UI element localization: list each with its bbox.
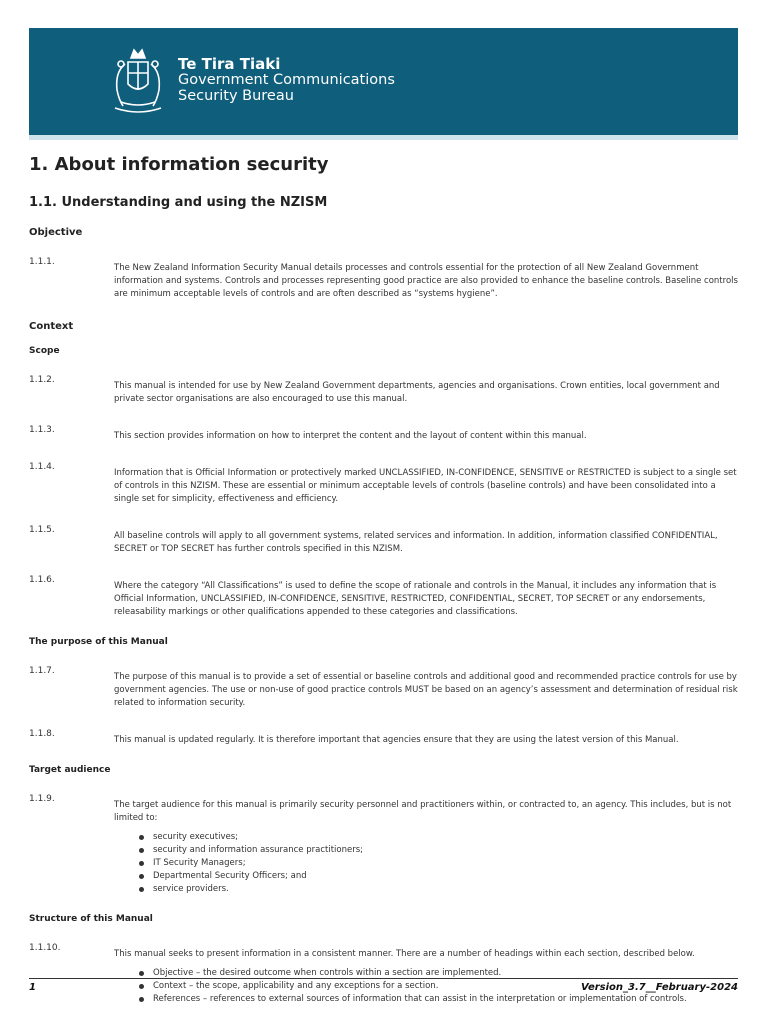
version-label: Version_3.7__February-2024: [580, 982, 738, 993]
paragraph-number: 1.1.3.: [29, 425, 55, 435]
paragraph-text: Information that is Official Information or protectively marked UNCLASSIFIED, IN-CONFIDENCE, SENSITIVE or RESTRICTED is subject to a single set of controls in this NZISM. These are essential or minimum acceptable levels of controls (baseline controls) and have been consolidated into a single set for simplicity, effectiveness and efficiency.: [114, 468, 737, 504]
paragraph-number: 1.1.5.: [29, 525, 55, 535]
paragraph: [29, 575, 738, 619]
page-number: 1: [29, 982, 36, 993]
subsection-title: 1.1. Understanding and using the NZISM: [29, 195, 328, 210]
paragraph-number: 1.1.7.: [29, 666, 55, 676]
paragraph: [29, 462, 738, 506]
paragraph: [29, 943, 738, 961]
paragraph-number: 1.1.2.: [29, 375, 55, 385]
page-footer: [29, 978, 738, 993]
list-item: Context – the scope, applicability and any exceptions for a section.: [139, 980, 738, 993]
paragraph: [29, 794, 738, 825]
objective-heading: Objective: [29, 227, 83, 238]
paragraph-text: The purpose of this manual is to provide a set of essential or baseline controls and additional good and recommended practice controls for use by government agencies. The use or non-use of good practice controls MUST be based on an agency’s assessment and determination of residual risk related to information security.: [114, 672, 738, 708]
paragraph-number: 1.1.10.: [29, 943, 61, 953]
paragraph-text: The target audience for this manual is primarily security personnel and practitioners within, or contracted to, an agency. This includes, but is not limited to:: [114, 800, 732, 823]
org-name-line1: Te Tira Tiaki: [178, 55, 281, 73]
paragraph: [29, 375, 738, 406]
list-item: IT Security Managers;: [139, 857, 738, 870]
structure-heading: Structure of this Manual: [29, 914, 153, 924]
header-banner: [29, 28, 738, 140]
audience-list: [139, 831, 738, 896]
paragraph: [29, 666, 738, 710]
paragraph-number: 1.1.1.: [29, 257, 55, 267]
paragraph-text: All baseline controls will apply to all government systems, related services and information. In addition, information classified CONFIDENTIAL, SECRET or TOP SECRET has further controls specified in this NZISM.: [114, 531, 718, 554]
list-item: security executives;: [139, 831, 738, 844]
paragraph: [29, 729, 738, 747]
paragraph-number: 1.1.4.: [29, 462, 55, 472]
list-item: service providers.: [139, 883, 738, 896]
paragraph-text: Where the category “All Classifications” is used to define the scope of rationale and controls in the Manual, it includes any information that is Official Information, UNCLASSIFIED, IN-CONFIDENCE, SENSITIVE, RESTRICTED, CONFIDENTIAL, SECRET, TOP SECRET or any endorsements, releasability markings or other qualifications appended to these categories and classifications.: [114, 581, 717, 617]
paragraph-text: This manual is updated regularly. It is therefore important that agencies ensure that they are using the latest version of this Manual.: [114, 735, 679, 745]
org-name-line3: Security Bureau: [178, 88, 294, 104]
coat-of-arms-icon: [107, 46, 169, 118]
paragraph: [29, 525, 738, 556]
list-item: Departmental Security Officers; and: [139, 870, 738, 883]
paragraph-text: This manual seeks to present information in a consistent manner. There are a number of headings within each section, described below.: [114, 949, 695, 959]
paragraph-number: 1.1.8.: [29, 729, 55, 739]
document-body: [29, 150, 738, 1006]
list-item: References – references to external sources of information that can assist in the interpretation or implementation of controls.: [139, 993, 738, 1006]
list-item: security and information assurance practitioners;: [139, 844, 738, 857]
audience-heading: Target audience: [29, 765, 111, 775]
org-name-line2: Government Communications: [178, 72, 395, 88]
paragraph-text: This manual is intended for use by New Zealand Government departments, agencies and organisations. Crown entities, local government and private sector organisations are also encouraged to use this manual.: [114, 381, 720, 404]
paragraph-number: 1.1.6.: [29, 575, 55, 585]
org-name: [178, 56, 395, 104]
paragraph-text: This section provides information on how to interpret the content and the layout of content within this manual.: [114, 431, 587, 441]
scope-heading: Scope: [29, 346, 60, 356]
purpose-heading: The purpose of this Manual: [29, 637, 168, 647]
paragraph-text: The New Zealand Information Security Manual details processes and controls essential for the protection of all New Zealand Government information and systems. Controls and processes representing good practice are also provided to enhance the baseline controls. Baseline controls are minimum acceptable levels of controls and are often described as “systems hygiene”.: [114, 263, 738, 299]
paragraph: [29, 425, 738, 443]
list-item: Objective – the desired outcome when controls within a section are implemented.: [139, 967, 738, 980]
paragraph: [29, 257, 738, 301]
paragraph-number: 1.1.9.: [29, 794, 55, 804]
section-title: 1. About information security: [29, 154, 329, 175]
context-heading: Context: [29, 321, 74, 332]
